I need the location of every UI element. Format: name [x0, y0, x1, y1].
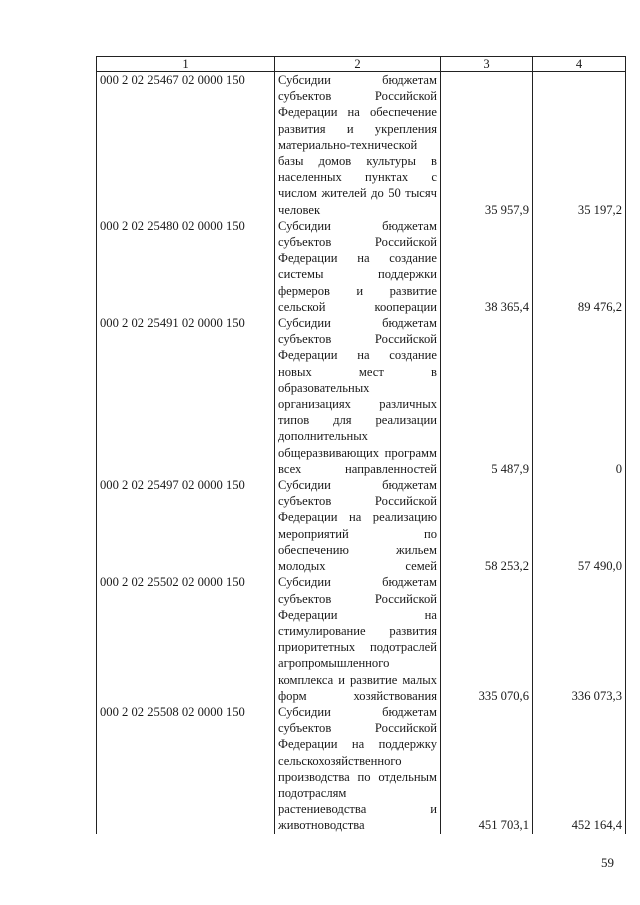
column-header-3: 3: [441, 57, 533, 72]
amount-col3-cell: 35 957,9: [441, 72, 533, 218]
description-cell: Субсидии бюджетам субъектов Российской Федерации на стимулирование развития приоритетных подотраслей агропромышленного комплекса и развитие малых форм хозяйствования: [275, 574, 441, 704]
amount-col4-cell: 0: [533, 315, 626, 477]
amount-col3-cell: 5 487,9: [441, 315, 533, 477]
budget-code-cell: 000 2 02 25508 02 0000 150: [97, 704, 275, 834]
column-header-4: 4: [533, 57, 626, 72]
column-header-2: 2: [275, 57, 441, 72]
table-header-row: [97, 57, 626, 72]
column-header-1: 1: [97, 57, 275, 72]
amount-col4-cell: 452 164,4: [533, 704, 626, 834]
budget-code-cell: 000 2 02 25480 02 0000 150: [97, 218, 275, 315]
amount-col3-cell: 58 253,2: [441, 477, 533, 574]
amount-col4-cell: 89 476,2: [533, 218, 626, 315]
table-row: [97, 574, 626, 704]
budget-code-cell: 000 2 02 25467 02 0000 150: [97, 72, 275, 218]
table-row: [97, 218, 626, 315]
table-row: [97, 315, 626, 477]
description-cell: Субсидии бюджетам субъектов Российской Федерации на поддержку сельскохозяйственного производства по отдельным подотраслям растениеводства и животноводства: [275, 704, 441, 834]
description-cell: Субсидии бюджетам субъектов Российской Федерации на реализацию мероприятий по обеспечению жильем молодых семей: [275, 477, 441, 574]
description-cell: Субсидии бюджетам субъектов Российской Федерации на обеспечение развития и укрепления материально-технической базы домов культуры в населенных пунктах с числом жителей до 50 тысяч человек: [275, 72, 441, 218]
budget-code-cell: 000 2 02 25497 02 0000 150: [97, 477, 275, 574]
budget-code-cell: 000 2 02 25491 02 0000 150: [97, 315, 275, 477]
table-row: [97, 72, 626, 218]
table-row: [97, 477, 626, 574]
amount-col4-cell: 57 490,0: [533, 477, 626, 574]
amount-col3-cell: 335 070,6: [441, 574, 533, 704]
description-cell: Субсидии бюджетам субъектов Российской Федерации на создание новых мест в образовательных организациях различных типов для реализации дополнительных общеразвивающих программ всех направленностей: [275, 315, 441, 477]
amount-col4-cell: 336 073,3: [533, 574, 626, 704]
page-number: 59: [601, 855, 614, 870]
amount-col4-cell: 35 197,2: [533, 72, 626, 218]
amount-col3-cell: 451 703,1: [441, 704, 533, 834]
budget-code-cell: 000 2 02 25502 02 0000 150: [97, 574, 275, 704]
budget-table: [96, 56, 626, 834]
amount-col3-cell: 38 365,4: [441, 218, 533, 315]
table-row: [97, 704, 626, 834]
description-cell: Субсидии бюджетам субъектов Российской Федерации на создание системы поддержки фермеров и развитие сельской кооперации: [275, 218, 441, 315]
